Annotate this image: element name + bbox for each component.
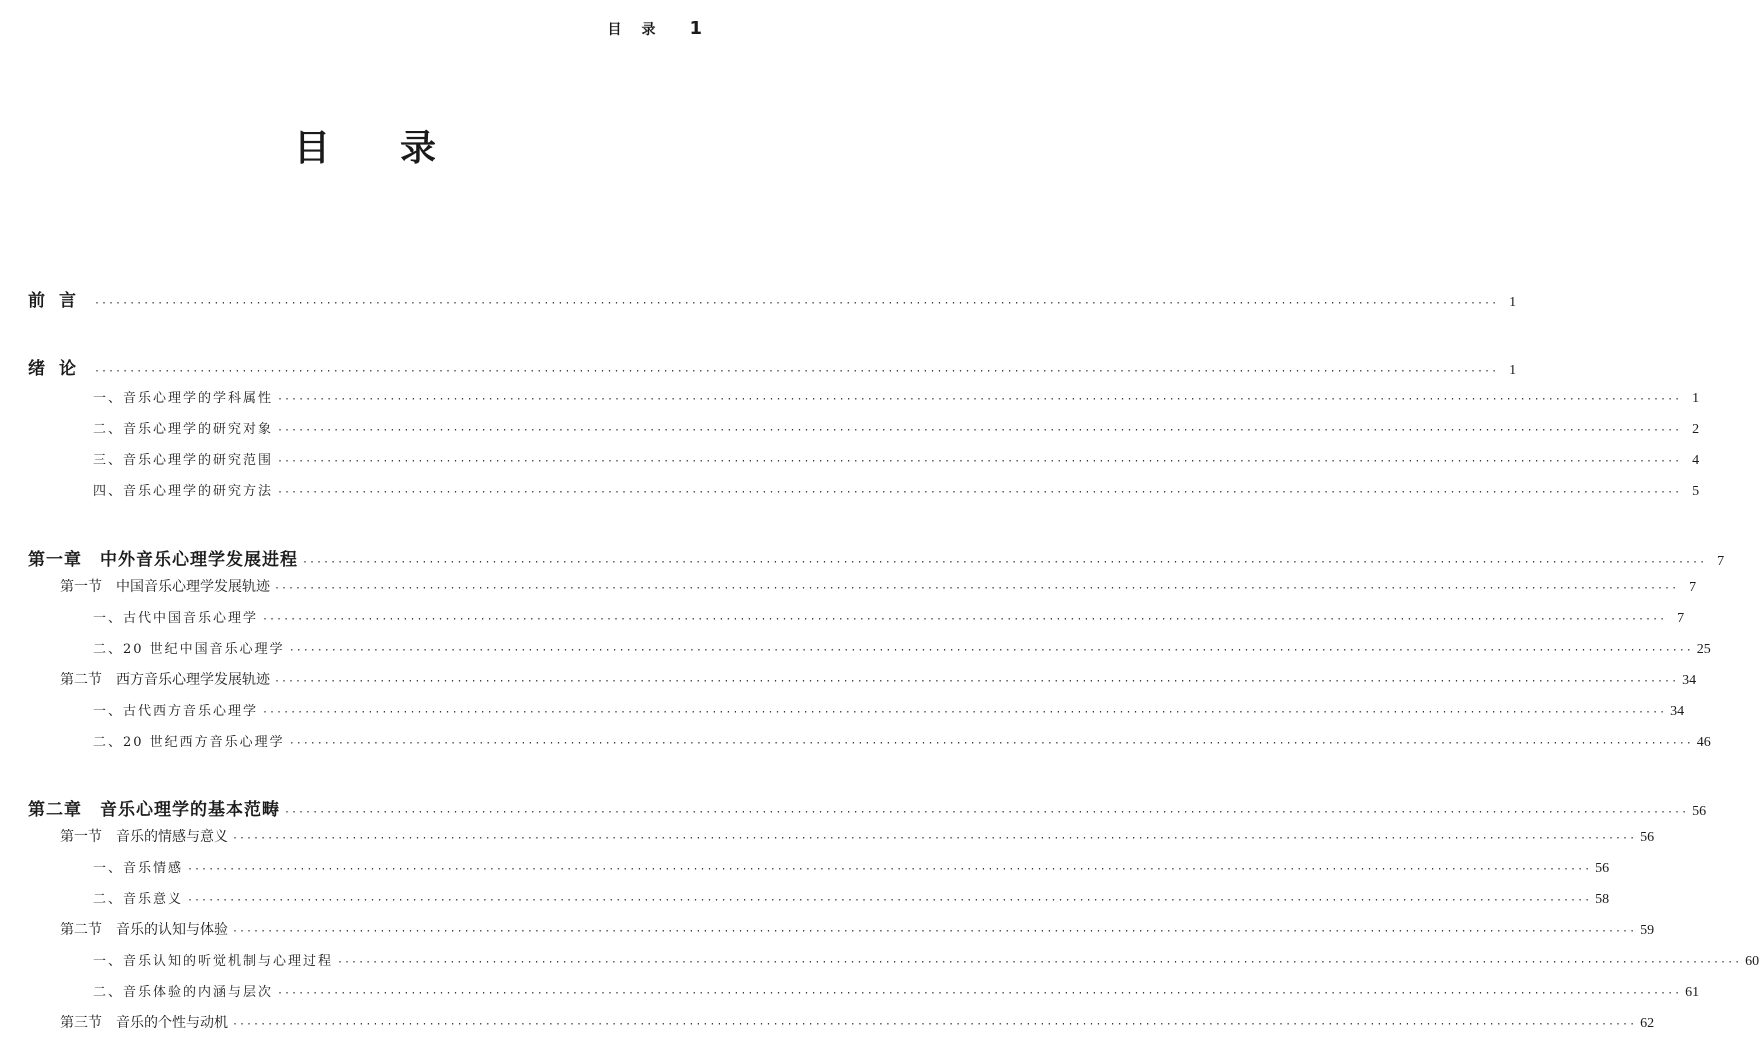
toc-entry-label: 一、音乐心理学的学科属性 <box>93 391 274 406</box>
toc-entry-label: 第一节 中国音乐心理学发展轨迹 <box>60 579 270 595</box>
toc-entry[interactable] <box>28 354 1517 379</box>
toc-entry[interactable] <box>93 607 1685 627</box>
toc-entry-label: 一、古代中国音乐心理学 <box>93 611 259 626</box>
toc-dot-leader: ········································································································································································································ <box>232 833 1637 844</box>
toc-entry-page-number: 56 <box>1692 804 1707 819</box>
toc-entry[interactable] <box>60 1012 1655 1032</box>
toc-dot-leader: ········································································································································································································ <box>262 707 1667 718</box>
toc-entry-page-number: 1 <box>1509 363 1517 378</box>
toc-entry[interactable] <box>93 387 1700 407</box>
toc-dot-leader: ········································································································································································································ <box>288 738 1693 749</box>
toc-entry[interactable] <box>28 545 1725 570</box>
toc-entry-label: 一、音乐认知的听觉机制与心理过程 <box>93 954 334 969</box>
toc-entry-label: 第一章 中外音乐心理学发展进程 <box>28 550 298 570</box>
toc-entry-label: 二、20 世纪西方音乐心理学 <box>93 735 285 750</box>
toc-entry-page-number: 7 <box>1717 554 1725 569</box>
toc-dot-leader: ········································································································································································································ <box>284 807 1689 818</box>
toc-entry-page-number: 2 <box>1692 422 1700 437</box>
toc-entry-page-number: 61 <box>1685 985 1700 1000</box>
toc-entry[interactable] <box>93 981 1700 1001</box>
toc-entry[interactable] <box>93 950 1759 970</box>
toc-entry-page-number: 25 <box>1696 642 1711 657</box>
toc-entry-label: 一、音乐情感 <box>93 861 184 876</box>
toc-entry-label: 第三节 音乐的个性与动机 <box>60 1015 228 1031</box>
toc-entry-label: 绪论 <box>28 359 90 379</box>
toc-entry-page-number: 7 <box>1689 580 1697 595</box>
toc-dot-leader: ········································································································································································································ <box>232 1019 1637 1030</box>
running-head-title: 目录 <box>607 22 676 38</box>
toc-entry[interactable] <box>93 857 1610 877</box>
toc-dot-leader: ········································································································································································································ <box>277 425 1682 436</box>
toc-entry-label: 二、20 世纪中国音乐心理学 <box>93 642 285 657</box>
toc-entry-page-number: 62 <box>1640 1016 1655 1031</box>
toc-dot-leader: ········································································································································································································ <box>277 456 1682 467</box>
toc-entry-label: 二、音乐体验的内涵与层次 <box>93 985 274 1000</box>
toc-entry-page-number: 34 <box>1670 704 1685 719</box>
toc-entry[interactable] <box>93 888 1610 908</box>
toc-dot-leader: ········································································································································································································ <box>94 366 1499 377</box>
toc-entry[interactable] <box>60 919 1655 939</box>
toc-entry[interactable] <box>28 286 1517 311</box>
toc-entry[interactable] <box>60 669 1697 689</box>
toc-entry-page-number: 34 <box>1682 673 1697 688</box>
toc-entry-label: 三、音乐心理学的研究范围 <box>93 453 274 468</box>
toc-entry-page-number: 58 <box>1595 892 1610 907</box>
toc-dot-leader: ········································································································································································································ <box>187 895 1592 906</box>
toc-entry[interactable] <box>93 638 1711 658</box>
toc-entry[interactable] <box>93 731 1711 751</box>
toc-entry[interactable] <box>93 480 1700 500</box>
toc-entry[interactable] <box>93 418 1700 438</box>
toc-entry-label: 第二节 西方音乐心理学发展轨迹 <box>60 672 270 688</box>
toc-entry-page-number: 59 <box>1640 923 1655 938</box>
toc-dot-leader: ········································································································································································································ <box>277 988 1682 999</box>
toc-dot-leader: ········································································································································································································ <box>274 676 1679 687</box>
toc-entry-label: 四、音乐心理学的研究方法 <box>93 484 274 499</box>
toc-entry-label: 一、古代西方音乐心理学 <box>93 704 259 719</box>
toc-entry[interactable] <box>60 826 1655 846</box>
toc-dot-leader: ········································································································································································································ <box>274 583 1679 594</box>
toc-entry-label: 第二节 音乐的认知与体验 <box>60 922 228 938</box>
running-head <box>607 18 702 39</box>
toc-entry-label: 第一节 音乐的情感与意义 <box>60 829 228 845</box>
toc-dot-leader: ········································································································································································································ <box>187 864 1592 875</box>
toc-entry-page-number: 56 <box>1595 861 1610 876</box>
toc-entry[interactable] <box>60 576 1697 596</box>
toc-dot-leader: ········································································································································································································ <box>277 394 1682 405</box>
toc-entry[interactable] <box>93 700 1685 720</box>
toc-entry-page-number: 60 <box>1745 954 1759 969</box>
toc-entry-page-number: 56 <box>1640 830 1655 845</box>
toc-entry-page-number: 46 <box>1696 735 1711 750</box>
toc-dot-leader: ········································································································································································································ <box>232 926 1637 937</box>
toc-entry-page-number: 4 <box>1692 453 1700 468</box>
toc-dot-leader: ········································································································································································································ <box>262 614 1667 625</box>
toc-entry-label: 二、音乐心理学的研究对象 <box>93 422 274 437</box>
toc-entry[interactable] <box>28 795 1707 820</box>
toc-dot-leader: ········································································································································································································ <box>337 957 1742 968</box>
toc-entry-page-number: 5 <box>1692 484 1700 499</box>
toc-dot-leader: ········································································································································································································ <box>277 487 1682 498</box>
toc-entry-label: 第二章 音乐心理学的基本范畴 <box>28 800 280 820</box>
toc-entry-page-number: 7 <box>1677 611 1685 626</box>
toc-entry-label: 二、音乐意义 <box>93 892 184 907</box>
running-head-page-number: 1 <box>689 18 702 39</box>
toc-entry-label: 前言 <box>28 291 90 311</box>
toc-dot-leader: ········································································································································································································ <box>302 557 1707 568</box>
toc-dot-leader: ········································································································································································································ <box>288 645 1693 656</box>
toc-entry-page-number: 1 <box>1692 391 1700 406</box>
toc-entry-page-number: 1 <box>1509 295 1517 310</box>
toc-entry[interactable] <box>93 449 1700 469</box>
page-title: 目录 <box>293 128 506 169</box>
toc-dot-leader: ········································································································································································································ <box>94 298 1499 309</box>
